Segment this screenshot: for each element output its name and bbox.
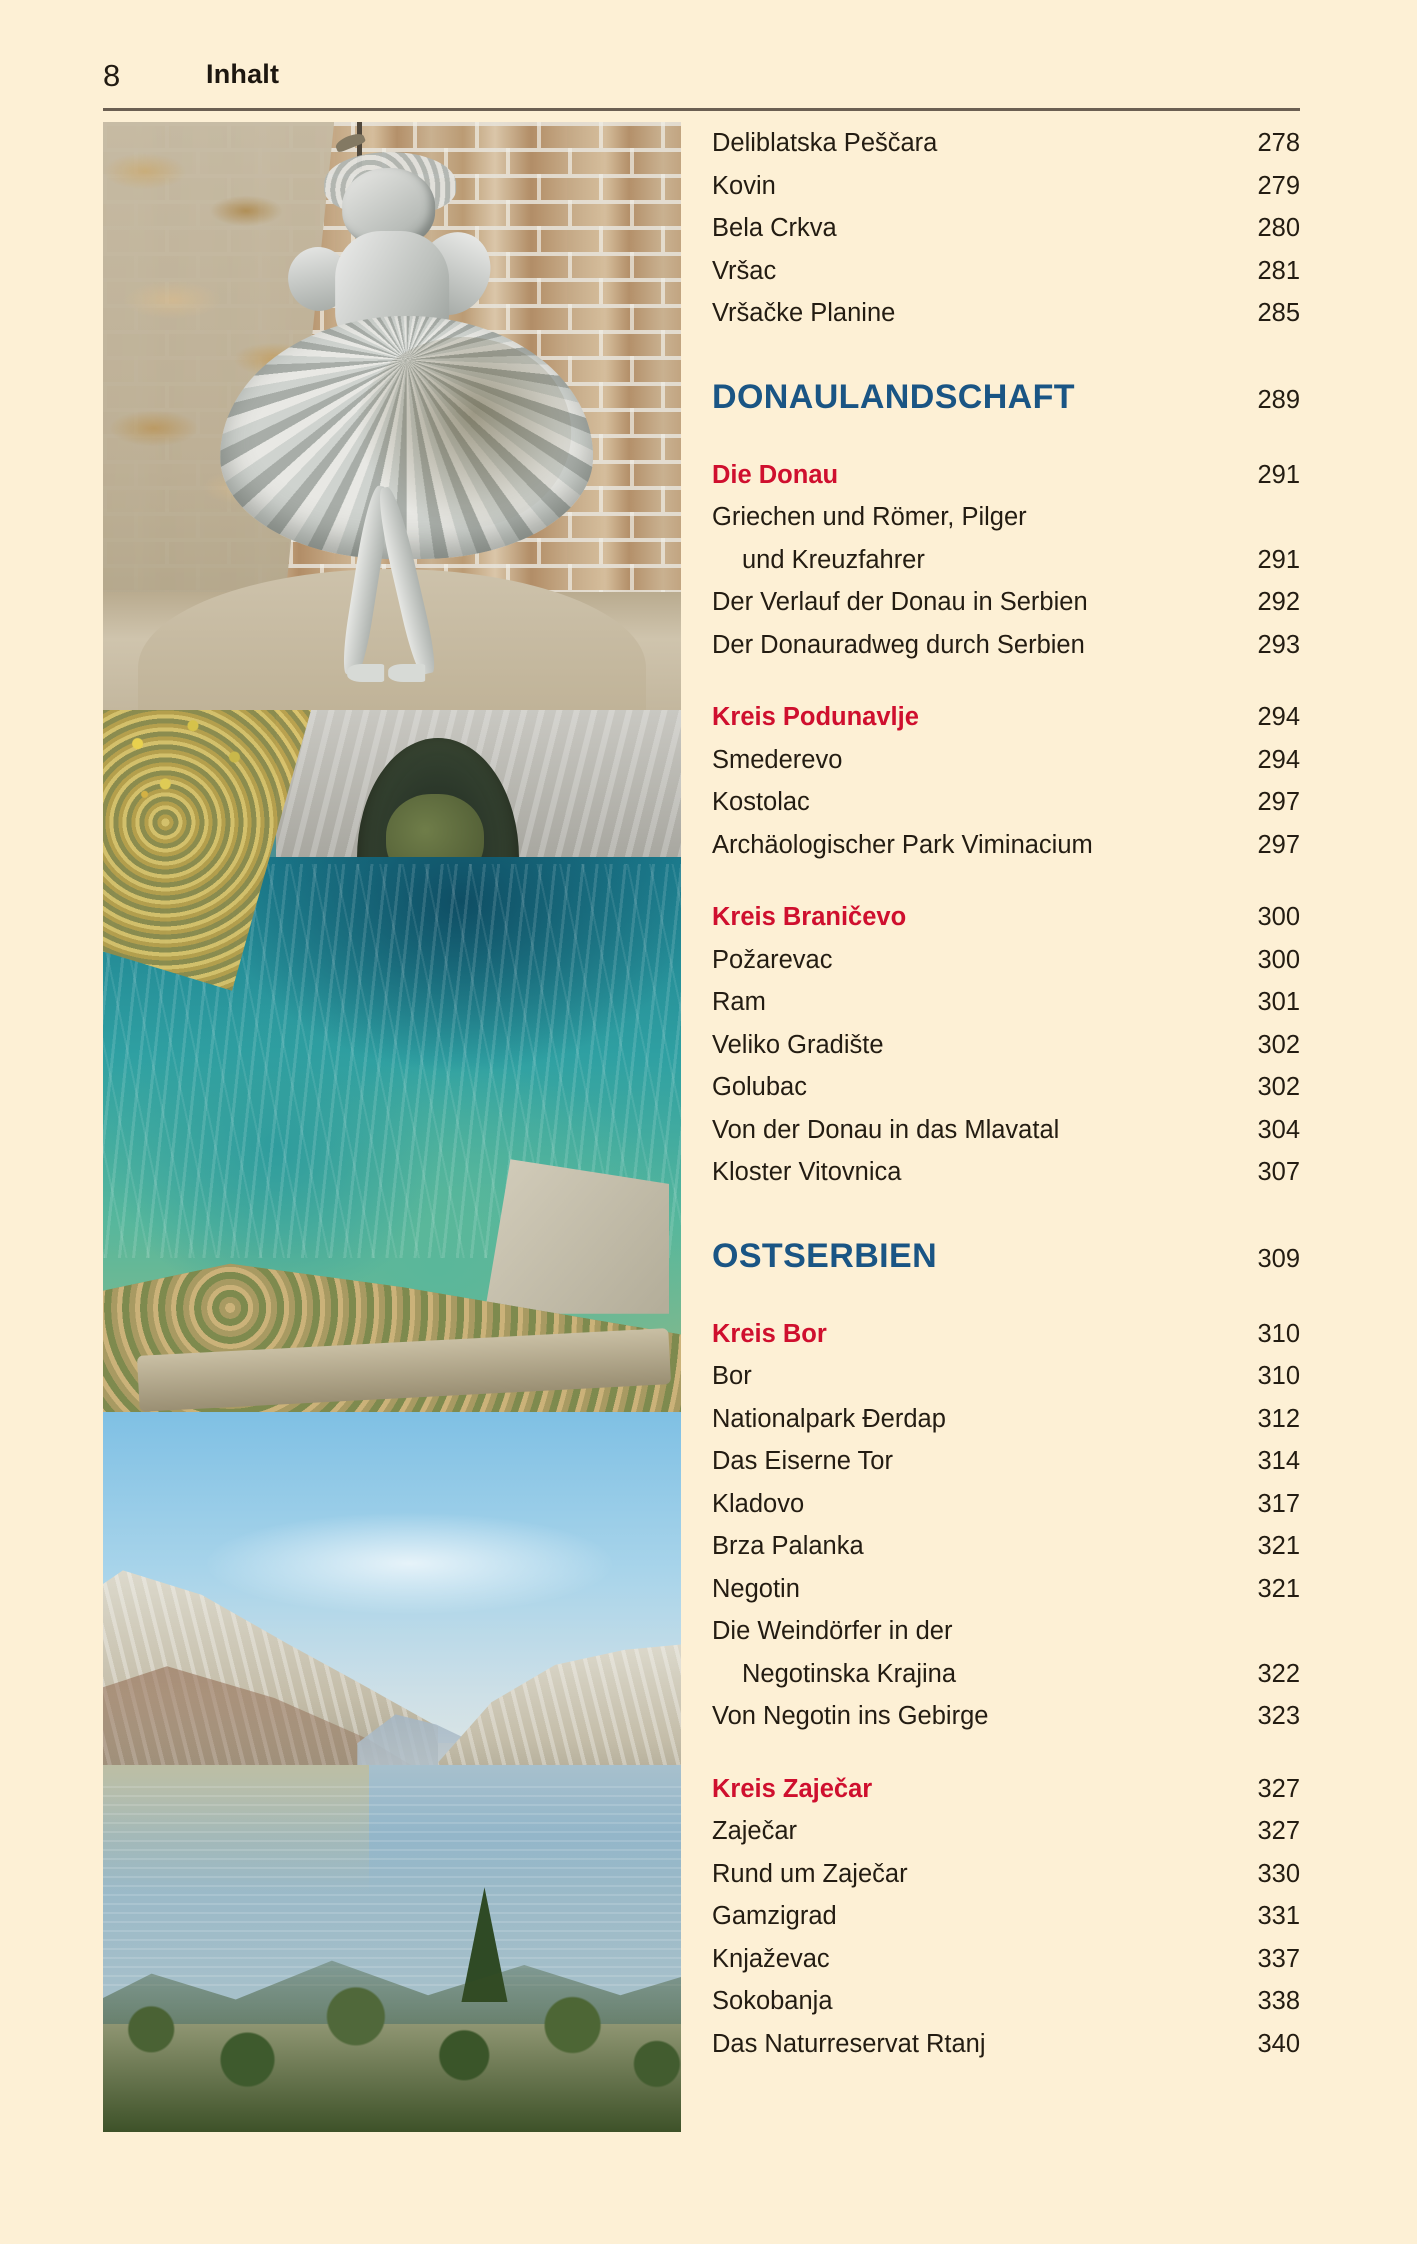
toc-entry-page-number: 285: [1257, 299, 1300, 327]
toc-block-spacer: [712, 1738, 1300, 1768]
toc-entry[interactable]: [712, 1653, 1300, 1696]
toc-entry[interactable]: [712, 1151, 1300, 1194]
toc-entry-label: Archäologischer Park Viminacium: [712, 830, 1093, 859]
toc-entry[interactable]: [712, 624, 1300, 667]
toc-entry-label: Der Verlauf der Donau in Serbien: [712, 588, 1088, 616]
toc-entry-page-number: 294: [1257, 745, 1300, 774]
toc-entry-page-number: 294: [1257, 703, 1300, 731]
photo-karst-spring: [103, 710, 681, 1412]
toc-entry[interactable]: [712, 1355, 1300, 1398]
toc-entry[interactable]: [712, 824, 1300, 867]
toc-entry[interactable]: [712, 165, 1300, 208]
page-header: [103, 58, 1300, 112]
photo-column: [103, 122, 681, 2132]
toc-entry[interactable]: [712, 981, 1300, 1024]
toc-entry-page-number: 291: [1257, 545, 1300, 574]
yellow-foliage: [103, 710, 276, 822]
toc-block-spacer: [712, 424, 1300, 454]
toc-entry-label: Der Donauradweg durch Serbien: [712, 630, 1085, 659]
toc-entry-page-number: 309: [1257, 1244, 1300, 1273]
toc-entry-page-number: 300: [1257, 903, 1300, 931]
toc-entry-label: Brza Palanka: [712, 1532, 864, 1560]
statue-shoe-left: [347, 664, 384, 681]
toc-subsection-heading[interactable]: [712, 1313, 1300, 1356]
photo-danube-gorge: [103, 1412, 681, 2132]
toc-entry[interactable]: [712, 1066, 1300, 1109]
toc-section-heading[interactable]: [712, 373, 1300, 424]
toc-subsection-heading[interactable]: [712, 1768, 1300, 1811]
toc-entry[interactable]: [712, 1695, 1300, 1738]
toc-entry-label: Die Weindörfer in der: [712, 1617, 953, 1645]
statue-figure: [227, 157, 585, 686]
stone-slab: [485, 1159, 670, 1313]
toc-entry-page-number: 338: [1257, 1987, 1300, 2015]
toc-entry-page-number: 302: [1257, 1030, 1300, 1059]
toc-entry-label: Bela Crkva: [712, 214, 837, 242]
toc-entry[interactable]: [712, 781, 1300, 824]
toc-entry[interactable]: [712, 539, 1300, 582]
toc-entry-page-number: 327: [1257, 1774, 1300, 1803]
toc-entry-label: Sokobanja: [712, 1987, 833, 2015]
running-head: Inhalt: [206, 59, 280, 89]
toc-entry[interactable]: [712, 1610, 1300, 1653]
toc-entry-page-number: 281: [1257, 256, 1300, 285]
toc-entry[interactable]: [712, 122, 1300, 165]
toc-entry-label: OSTSERBIEN: [712, 1236, 938, 1275]
statue-leg-right: [373, 485, 439, 676]
toc-entry-page-number: 331: [1257, 1902, 1300, 1930]
statue-legs: [349, 485, 442, 676]
toc-entry[interactable]: [712, 1525, 1300, 1568]
folio-number: 8: [103, 58, 121, 93]
toc-entry-label: Gamzigrad: [712, 1902, 837, 1930]
toc-entry-page-number: 293: [1257, 630, 1300, 659]
toc-entry[interactable]: [712, 1568, 1300, 1611]
toc-block-spacer: [712, 1283, 1300, 1313]
toc-entry-label: und Kreuzfahrer: [742, 545, 925, 574]
toc-block-spacer: [712, 1194, 1300, 1232]
toc-entry-label: Kostolac: [712, 788, 810, 816]
toc-entry-page-number: 297: [1257, 788, 1300, 816]
toc-entry-page-number: 280: [1257, 214, 1300, 242]
toc-entry[interactable]: [712, 2023, 1300, 2066]
toc-entry[interactable]: [712, 1483, 1300, 1526]
toc-entry-page-number: 289: [1257, 385, 1300, 414]
toc-entry-label: Kreis Podunavlje: [712, 703, 919, 731]
toc-entry[interactable]: [712, 1853, 1300, 1896]
toc-entry-label: Die Donau: [712, 460, 839, 489]
toc-entry-label: Ram: [712, 988, 766, 1016]
toc-entry[interactable]: [712, 1810, 1300, 1853]
table-of-contents: [712, 122, 1300, 2065]
toc-entry-label: Nationalpark Đerdap: [712, 1404, 946, 1433]
toc-entry[interactable]: [712, 292, 1300, 335]
toc-section-heading[interactable]: [712, 1232, 1300, 1283]
toc-entry-label: Von der Donau in das Mlavatal: [712, 1115, 1060, 1144]
toc-entry-page-number: 310: [1257, 1362, 1300, 1390]
toc-entry-page-number: 321: [1257, 1532, 1300, 1560]
toc-entry-label: Veliko Gradište: [712, 1030, 884, 1059]
toc-entry-page-number: 278: [1257, 129, 1300, 157]
river-surface-shine: [103, 1786, 681, 1988]
toc-entry-page-number: 323: [1257, 1702, 1300, 1730]
toc-block-spacer: [712, 335, 1300, 373]
toc-entry-label: Kovin: [712, 171, 776, 200]
toc-entry-label: Von Negotin ins Gebirge: [712, 1702, 989, 1730]
toc-entry-page-number: 327: [1257, 1817, 1300, 1845]
toc-entry-label: Negotinska Krajina: [742, 1659, 957, 1688]
toc-entry-page-number: 291: [1257, 460, 1300, 489]
toc-entry-label: Das Naturreservat Rtanj: [712, 2029, 986, 2058]
toc-entry-page-number: 307: [1257, 1158, 1300, 1186]
toc-entry-page-number: 340: [1257, 2029, 1300, 2058]
toc-entry-page-number: 292: [1257, 588, 1300, 616]
toc-entry-label: Kreis Braničevo: [712, 903, 907, 931]
toc-entry[interactable]: [712, 1440, 1300, 1483]
toc-entry[interactable]: [712, 1938, 1300, 1981]
toc-entry[interactable]: [712, 1024, 1300, 1067]
toc-entry-label: Zaječar: [712, 1817, 798, 1845]
toc-entry[interactable]: [712, 1398, 1300, 1441]
toc-entry-label: Vršac: [712, 256, 777, 285]
toc-entry-page-number: 297: [1257, 830, 1300, 859]
toc-entry-page-number: 337: [1257, 1944, 1300, 1973]
toc-entry-label: Griechen und Römer, Pilger: [712, 503, 1027, 531]
toc-entry[interactable]: [712, 496, 1300, 539]
toc-block-spacer: [712, 866, 1300, 896]
toc-entry-label: DONAULANDSCHAFT: [712, 377, 1075, 416]
toc-entry-label: Vršačke Planine: [712, 299, 896, 327]
toc-entry-label: Deliblatska Peščara: [712, 129, 938, 157]
toc-entry[interactable]: [712, 581, 1300, 624]
toc-entry-label: Kladovo: [712, 1489, 805, 1518]
toc-entry-page-number: 310: [1257, 1319, 1300, 1348]
toc-subsection-heading[interactable]: [712, 696, 1300, 739]
header-rule: [103, 108, 1300, 111]
toc-entry[interactable]: [712, 1980, 1300, 2023]
toc-entry-page-number: 302: [1257, 1073, 1300, 1101]
toc-entry-label: Knjaževac: [712, 1944, 830, 1973]
toc-entry-label: Požarevac: [712, 945, 833, 974]
toc-entry-label: Golubac: [712, 1073, 807, 1101]
toc-entry-page-number: 301: [1257, 988, 1300, 1016]
toc-entry[interactable]: [712, 739, 1300, 782]
toc-entry-page-number: 312: [1257, 1404, 1300, 1433]
toc-subsection-heading[interactable]: [712, 896, 1300, 939]
toc-entry-page-number: 317: [1257, 1489, 1300, 1518]
toc-entry-page-number: 300: [1257, 945, 1300, 974]
toc-entry-label: Bor: [712, 1362, 752, 1390]
toc-entry[interactable]: [712, 939, 1300, 982]
photo-marilyn-monroe-statue: [103, 122, 681, 710]
toc-entry-page-number: 330: [1257, 1859, 1300, 1888]
toc-entry[interactable]: [712, 250, 1300, 293]
cloud: [207, 1513, 612, 1614]
toc-entry-label: Kloster Vitovnica: [712, 1158, 902, 1186]
toc-block-spacer: [712, 666, 1300, 696]
statue-shoe-right: [388, 664, 425, 681]
toc-entry-label: Rund um Zaječar: [712, 1859, 908, 1888]
toc-entry-label: Negotin: [712, 1574, 800, 1603]
toc-entry[interactable]: [712, 207, 1300, 250]
toc-subsection-heading[interactable]: [712, 454, 1300, 497]
toc-entry-page-number: 279: [1257, 171, 1300, 200]
toc-entry[interactable]: [712, 1109, 1300, 1152]
toc-entry-label: Das Eiserne Tor: [712, 1447, 893, 1475]
toc-entry-label: Kreis Bor: [712, 1319, 827, 1348]
toc-entry-page-number: 321: [1257, 1574, 1300, 1603]
toc-entry[interactable]: [712, 1895, 1300, 1938]
toc-entry-page-number: 314: [1257, 1447, 1300, 1475]
toc-entry-page-number: 304: [1257, 1115, 1300, 1144]
toc-entry-label: Kreis Zaječar: [712, 1774, 873, 1803]
toc-entry-page-number: 322: [1257, 1659, 1300, 1688]
toc-entry-label: Smederevo: [712, 745, 843, 774]
